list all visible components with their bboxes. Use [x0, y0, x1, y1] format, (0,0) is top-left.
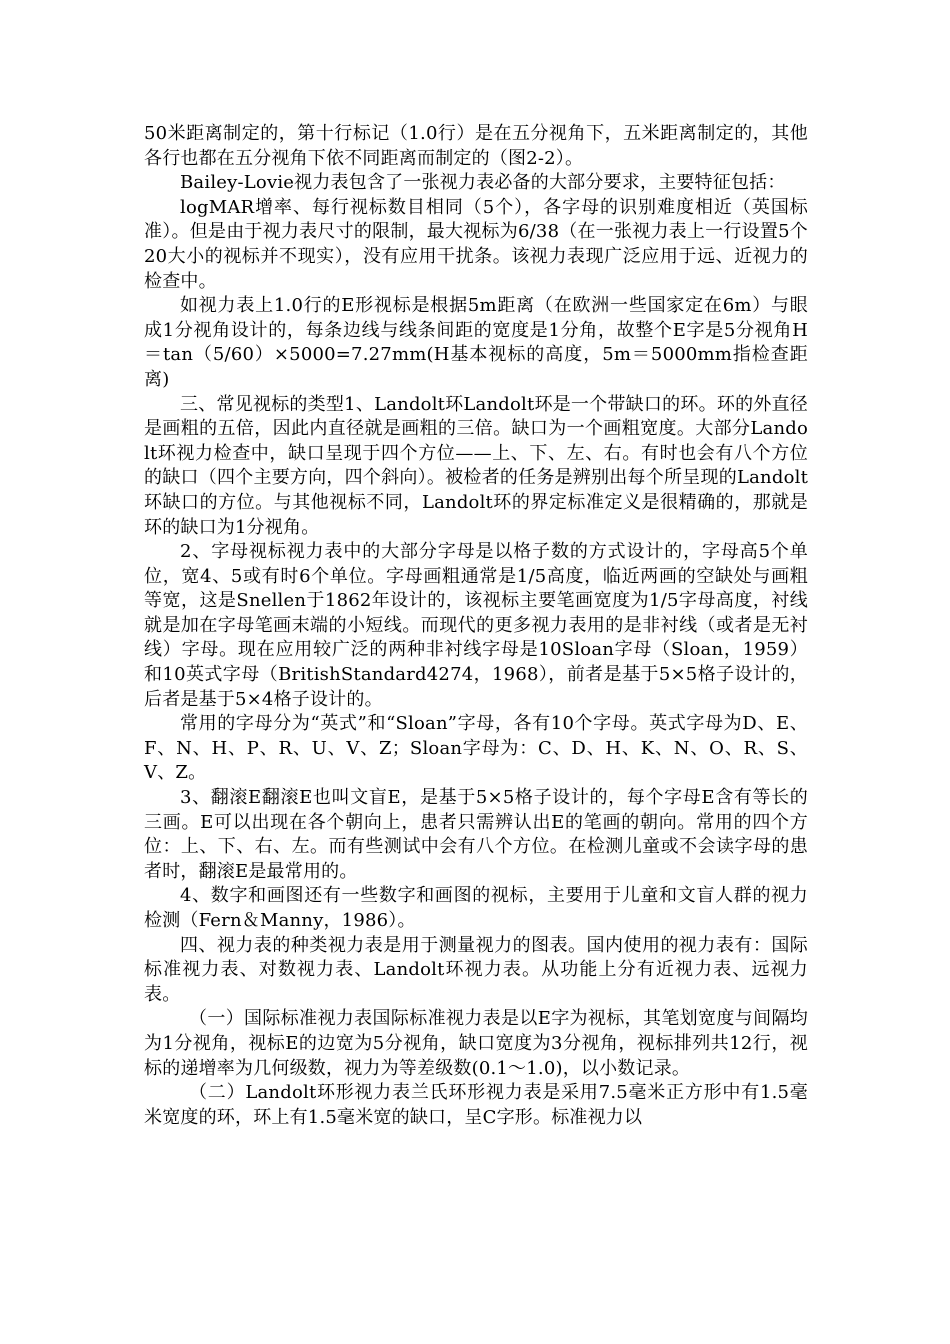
paragraph-6: 2、字母视标视力表中的大部分字母是以格子数的方式设计的，字母高5个单位，宽4、5或有时6个单位。字母画粗通常是1/5高度，临近两画的空缺处与画粗等宽，这是Snellen于1862年设计的，该视标主要笔画宽度为1/5字母高度，衬线就是加在字母笔画末端的小短线。而现代的更多视力表用的是非衬线（或者是无衬线）字母。现在应用较广泛的两种非衬线字母是10Sloan字母（Sloan，1959）和10英式字母（BritishStandard4274，1968），前者是基于5×5格子设计的，后者是基于5×4格子设计的。	[144, 541, 808, 710]
paragraph-10: 四、视力表的种类视力表是用于测量视力的图表。国内使用的视力表有：国际标准视力表、对数视力表、Landolt环视力表。从功能上分有近视力表、远视力表。	[144, 934, 808, 1005]
paragraph-5: 三、常见视标的类型1、Landolt环Landolt环是一个带缺口的环。环的外直径是画粗的五倍，因此内直径就是画粗的三倍。缺口为一个画粗宽度。大部分Landolt环视力检查中，缺口呈现于四个方位——上、下、左、右。有时也会有八个方位的缺口（四个主要方向，四个斜向）。被检者的任务是辨别出每个所呈现的Landolt环缺口的方位。与其他视标不同，Landolt环的界定标准定义是很精确的，那就是环的缺口为1分视角。	[144, 393, 808, 538]
paragraph-8: 3、翻滚E翻滚E也叫文盲E，是基于5×5格子设计的，每个字母E含有等长的三画。E可以出现在各个朝向上，患者只需辨认出E的笔画的朝向。常用的四个方位：上、下、右、左。而有些测试中会有八个方位。在检测儿童或不会读字母的患者时，翻滚E是最常用的。	[144, 787, 808, 882]
document-body	[144, 122, 808, 1130]
paragraph-1: 50米距离制定的，第十行标记（1.0行）是在五分视角下，五米距离制定的，其他各行也都在五分视角下依不同距离而制定的（图2-2）。	[144, 123, 808, 169]
paragraph-12: （二）Landolt环形视力表兰氏环形视力表是采用7.5毫米正方形中有1.5毫米宽度的环，环上有1.5毫米宽的缺口，呈C字形。标准视力以	[144, 1082, 808, 1128]
paragraph-3: logMAR增率、每行视标数目相同（5个），各字母的识别难度相近（英国标准）。但是由于视力表尺寸的限制，最大视标为6/38（在一张视力表上一行设置5个20大小的视标并不现实），没有应用干扰条。该视力表现广泛应用于远、近视力的检查中。	[144, 196, 808, 292]
paragraph-11: （一）国际标准视力表国际标准视力表是以E字为视标，其笔划宽度与间隔均为1分视角，视标E的边宽为5分视角，缺口宽度为3分视角，视标排列共12行，视标的递增率为几何级数，视力为等差级数(0.1～1.0)，以小数记录。	[144, 1008, 808, 1079]
paragraph-9: 4、数字和画图还有一些数字和画图的视标，主要用于儿童和文盲人群的视力检测（Fern＆Manny，1986）。	[144, 885, 808, 931]
paragraph-4: 如视力表上1.0行的E形视标是根据5m距离（在欧洲一些国家定在6m）与眼成1分视角设计的，每条边线与线条间距的宽度是1分角，故整个E字是5分视角H＝tan（5/60）×5000=7.27mm(H基本视标的高度，5m＝5000mm指检查距离)	[144, 295, 808, 390]
paragraph-7: 常用的字母分为“英式”和“Sloan”字母，各有10个字母。英式字母为D、E、F、N、H、P、R、U、V、Z；Sloan字母为：C、D、H、K、N、O、R、S、V、Z。	[144, 713, 808, 784]
paragraph-2: Bailey-Lovie视力表包含了一张视力表必备的大部分要求，主要特征包括：	[180, 172, 786, 194]
